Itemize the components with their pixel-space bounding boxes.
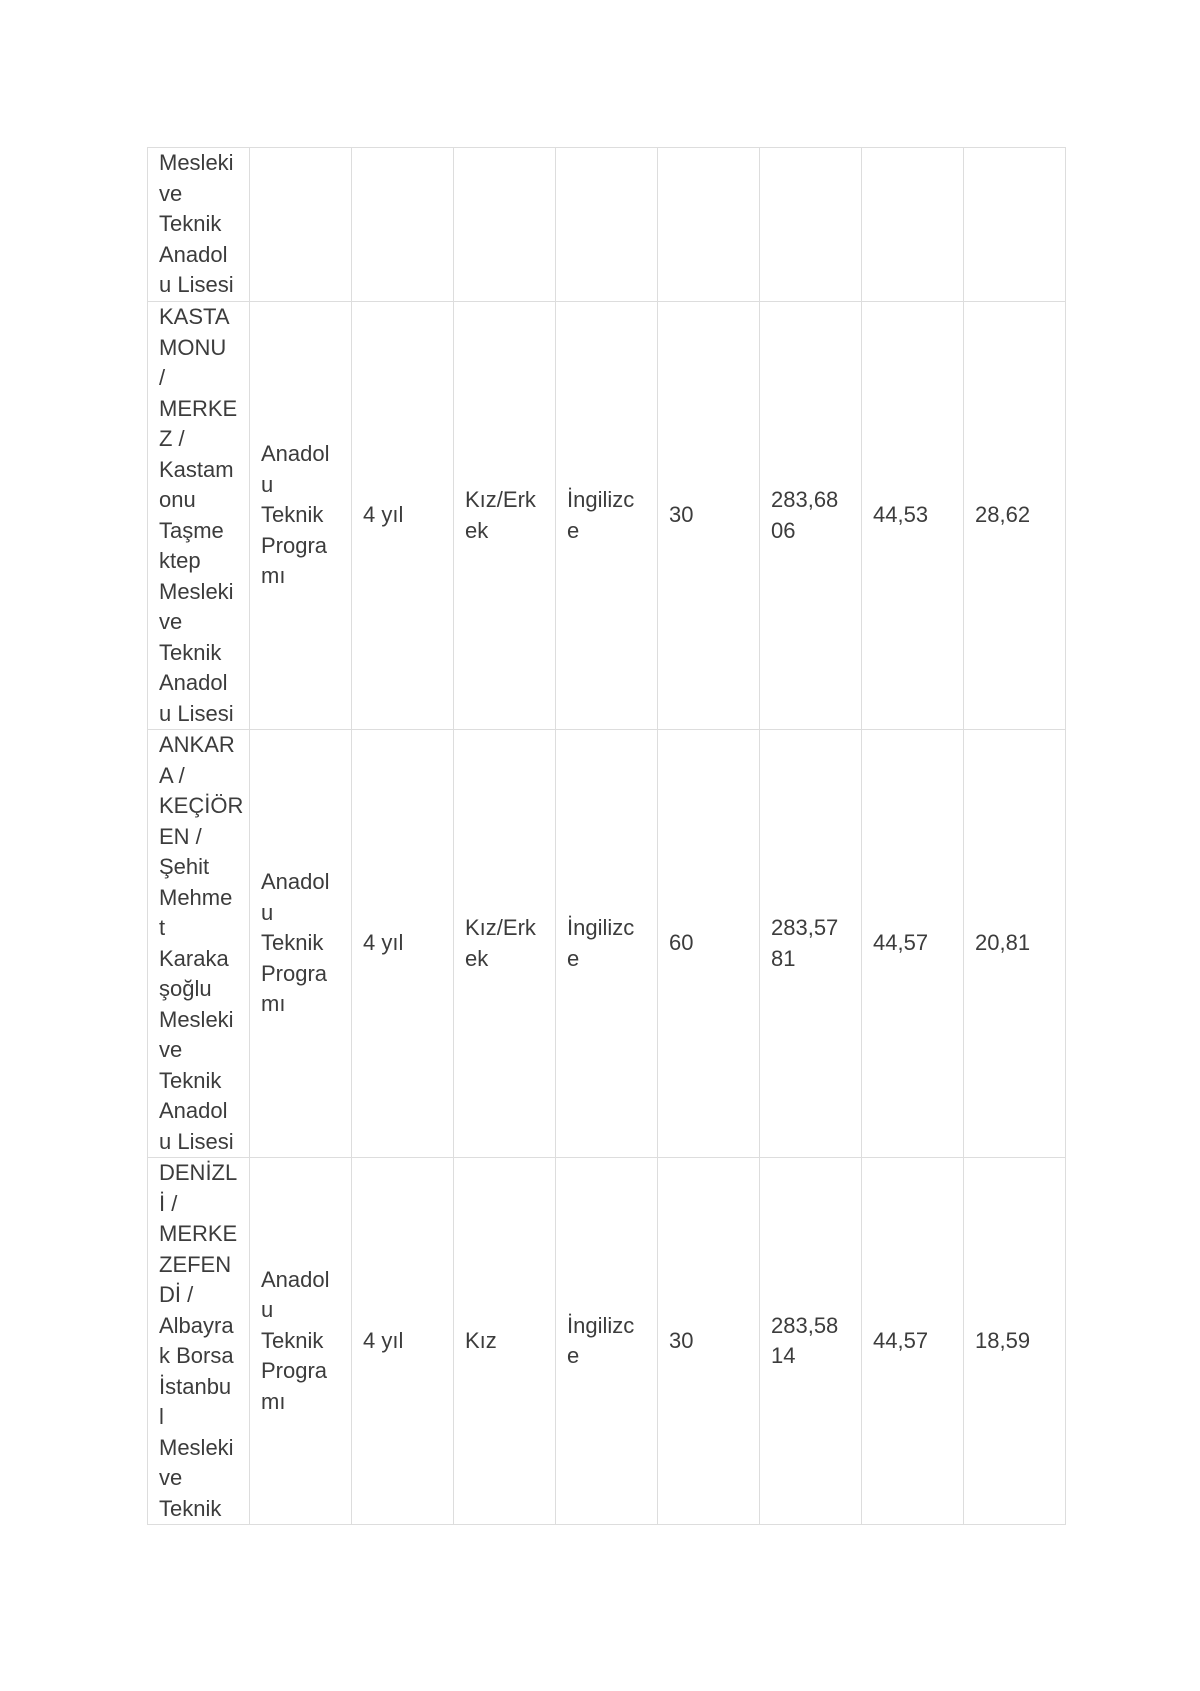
quota-cell <box>658 148 760 302</box>
program-cell: Anadol u Teknik Progra mı <box>250 730 352 1158</box>
language-cell: İngilizc e <box>556 1158 658 1525</box>
score-cell <box>760 148 862 302</box>
table-row <box>148 1158 1066 1525</box>
program-cell <box>250 148 352 302</box>
table-row <box>148 148 1066 302</box>
gender-cell: Kız/Erk ek <box>454 730 556 1158</box>
percentile-cell-1: 44,57 <box>862 1158 964 1525</box>
language-cell: İngilizc e <box>556 730 658 1158</box>
duration-cell: 4 yıl <box>352 302 454 730</box>
gender-cell <box>454 148 556 302</box>
quota-cell: 30 <box>658 302 760 730</box>
program-cell: Anadol u Teknik Progra mı <box>250 1158 352 1525</box>
percentile-cell-1: 44,53 <box>862 302 964 730</box>
language-cell <box>556 148 658 302</box>
score-cell: 283,68 06 <box>760 302 862 730</box>
duration-cell: 4 yıl <box>352 730 454 1158</box>
percentile-cell-2 <box>964 148 1066 302</box>
language-cell: İngilizc e <box>556 302 658 730</box>
table-row <box>148 302 1066 730</box>
program-cell: Anadol u Teknik Progra mı <box>250 302 352 730</box>
quota-cell: 30 <box>658 1158 760 1525</box>
percentile-cell-2: 28,62 <box>964 302 1066 730</box>
gender-cell: Kız <box>454 1158 556 1525</box>
school-cell: KASTA MONU / MERKE Z / Kastam onu Taşme ktep Mesleki ve Teknik Anadol u Lisesi <box>148 302 250 730</box>
school-table <box>147 147 1066 1525</box>
duration-cell: 4 yıl <box>352 1158 454 1525</box>
table-row <box>148 730 1066 1158</box>
percentile-cell-2: 18,59 <box>964 1158 1066 1525</box>
duration-cell <box>352 148 454 302</box>
school-cell: ANKAR A / KEÇİÖR EN / Şehit Mehme t Karaka şoğlu Mesleki ve Teknik Anadol u Lisesi <box>148 730 250 1158</box>
percentile-cell-1 <box>862 148 964 302</box>
percentile-cell-2: 20,81 <box>964 730 1066 1158</box>
percentile-cell-1: 44,57 <box>862 730 964 1158</box>
score-cell: 283,58 14 <box>760 1158 862 1525</box>
score-cell: 283,57 81 <box>760 730 862 1158</box>
gender-cell: Kız/Erk ek <box>454 302 556 730</box>
quota-cell: 60 <box>658 730 760 1158</box>
school-cell: Mesleki ve Teknik Anadol u Lisesi <box>148 148 250 302</box>
school-cell: DENİZL İ / MERKE ZEFEN Dİ / Albayra k Borsa İstanbu l Mesleki ve Teknik <box>148 1158 250 1525</box>
